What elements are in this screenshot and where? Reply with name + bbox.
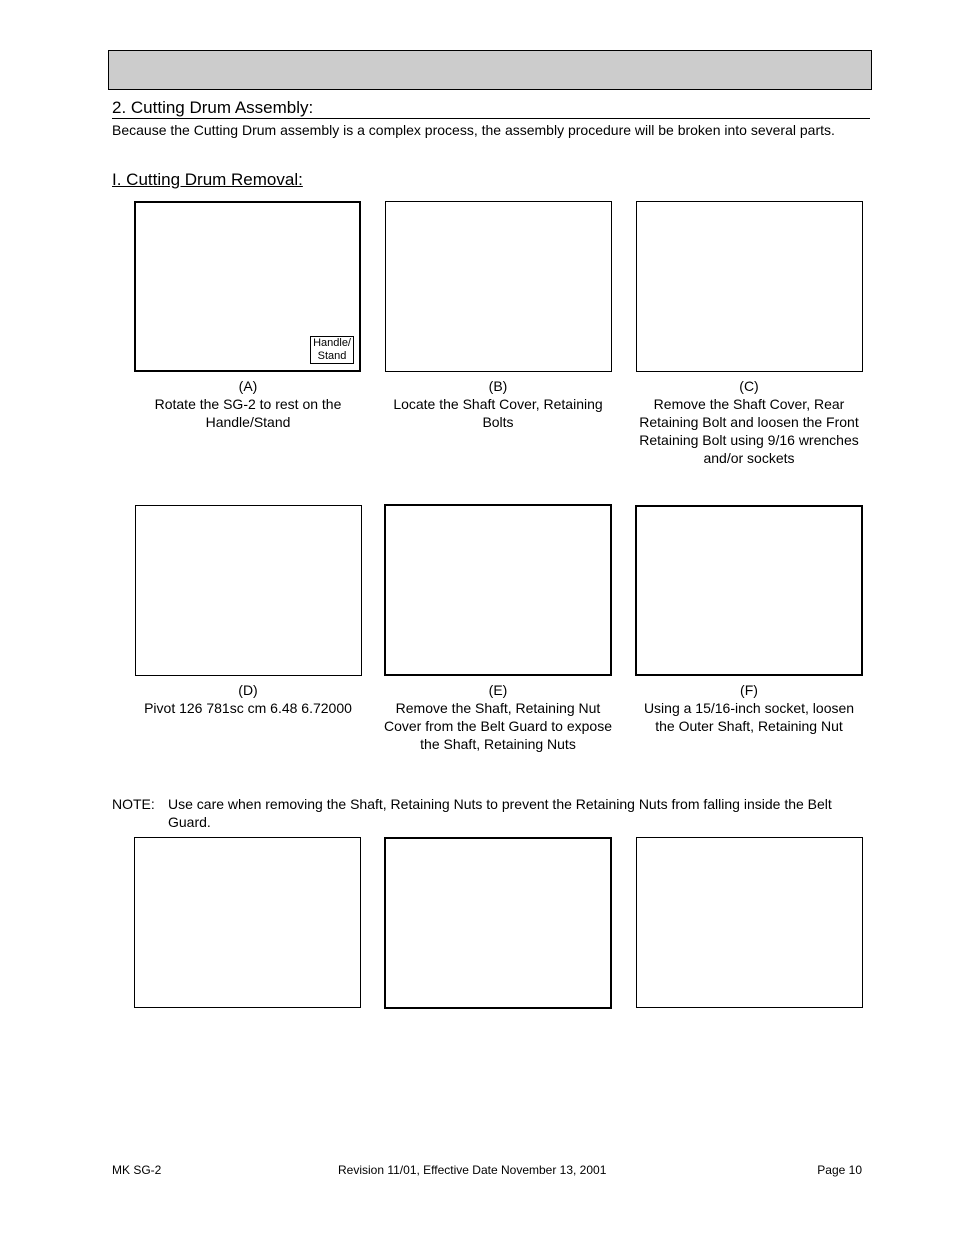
figure-b-letter: (B) xyxy=(488,378,508,394)
note-text: Use care when removing the Shaft, Retaining Nuts to prevent the Retaining Nuts from falling inside the Belt Guard. xyxy=(168,796,832,830)
callout-line-1: Handle/ xyxy=(313,337,351,349)
footer-doc-id: MK SG-2 xyxy=(112,1163,162,1177)
figure-b-caption xyxy=(384,377,612,431)
figure-d-text: Pivot 126 781sc cm 6.48 6.72000 xyxy=(144,700,352,716)
figure-a-photo xyxy=(134,201,361,372)
figure-c-caption xyxy=(635,377,863,467)
figure-e-caption xyxy=(384,681,612,753)
figure-a-text: Rotate the SG-2 to rest on the Handle/Stand xyxy=(154,396,342,430)
callout-line-2: Stand xyxy=(317,350,347,362)
figure-e-photo xyxy=(384,504,612,676)
subsection-title: I. Cutting Drum Removal: xyxy=(112,170,303,189)
handle-stand-callout xyxy=(310,336,354,364)
figure-d-letter: (D) xyxy=(238,682,258,698)
figure-f-caption xyxy=(635,681,863,735)
figure-e-letter: (E) xyxy=(488,682,508,698)
figure-a-letter: (A) xyxy=(238,378,258,394)
footer-page-number: Page 10 xyxy=(817,1163,862,1177)
figure-h-photo xyxy=(384,837,612,1009)
figure-c-photo xyxy=(636,201,863,372)
section-intro: Because the Cutting Drum assembly is a complex process, the assembly procedure will be broken into several parts. xyxy=(112,122,835,138)
footer-revision: Revision 11/01, Effective Date November 13, 2001 xyxy=(338,1163,607,1177)
figure-c-text: Remove the Shaft Cover, Rear Retaining Bolt and loosen the Front Retaining Bolt using 9/16 wrenches and/or sockets xyxy=(639,396,859,466)
figure-e-text: Remove the Shaft, Retaining Nut Cover from the Belt Guard to expose the Shaft, Retaining Nuts xyxy=(384,700,612,752)
section-title: 2. Cutting Drum Assembly: xyxy=(112,98,870,119)
note xyxy=(112,795,852,831)
figure-f-letter: (F) xyxy=(740,682,758,698)
figure-i-photo xyxy=(636,837,863,1008)
note-label: NOTE: xyxy=(112,796,155,812)
figure-d-photo xyxy=(135,505,362,676)
figure-f-text: Using a 15/16-inch socket, loosen the Outer Shaft, Retaining Nut xyxy=(643,700,855,734)
figure-b-photo xyxy=(385,201,612,372)
figure-d-caption xyxy=(134,681,362,717)
figure-c-letter: (C) xyxy=(739,378,759,394)
figure-f-photo xyxy=(635,505,863,676)
figure-b-text: Locate the Shaft Cover, Retaining Bolts xyxy=(393,396,603,430)
figure-g-photo xyxy=(134,837,361,1008)
header-bar xyxy=(108,50,872,90)
figure-a-caption xyxy=(134,377,362,431)
